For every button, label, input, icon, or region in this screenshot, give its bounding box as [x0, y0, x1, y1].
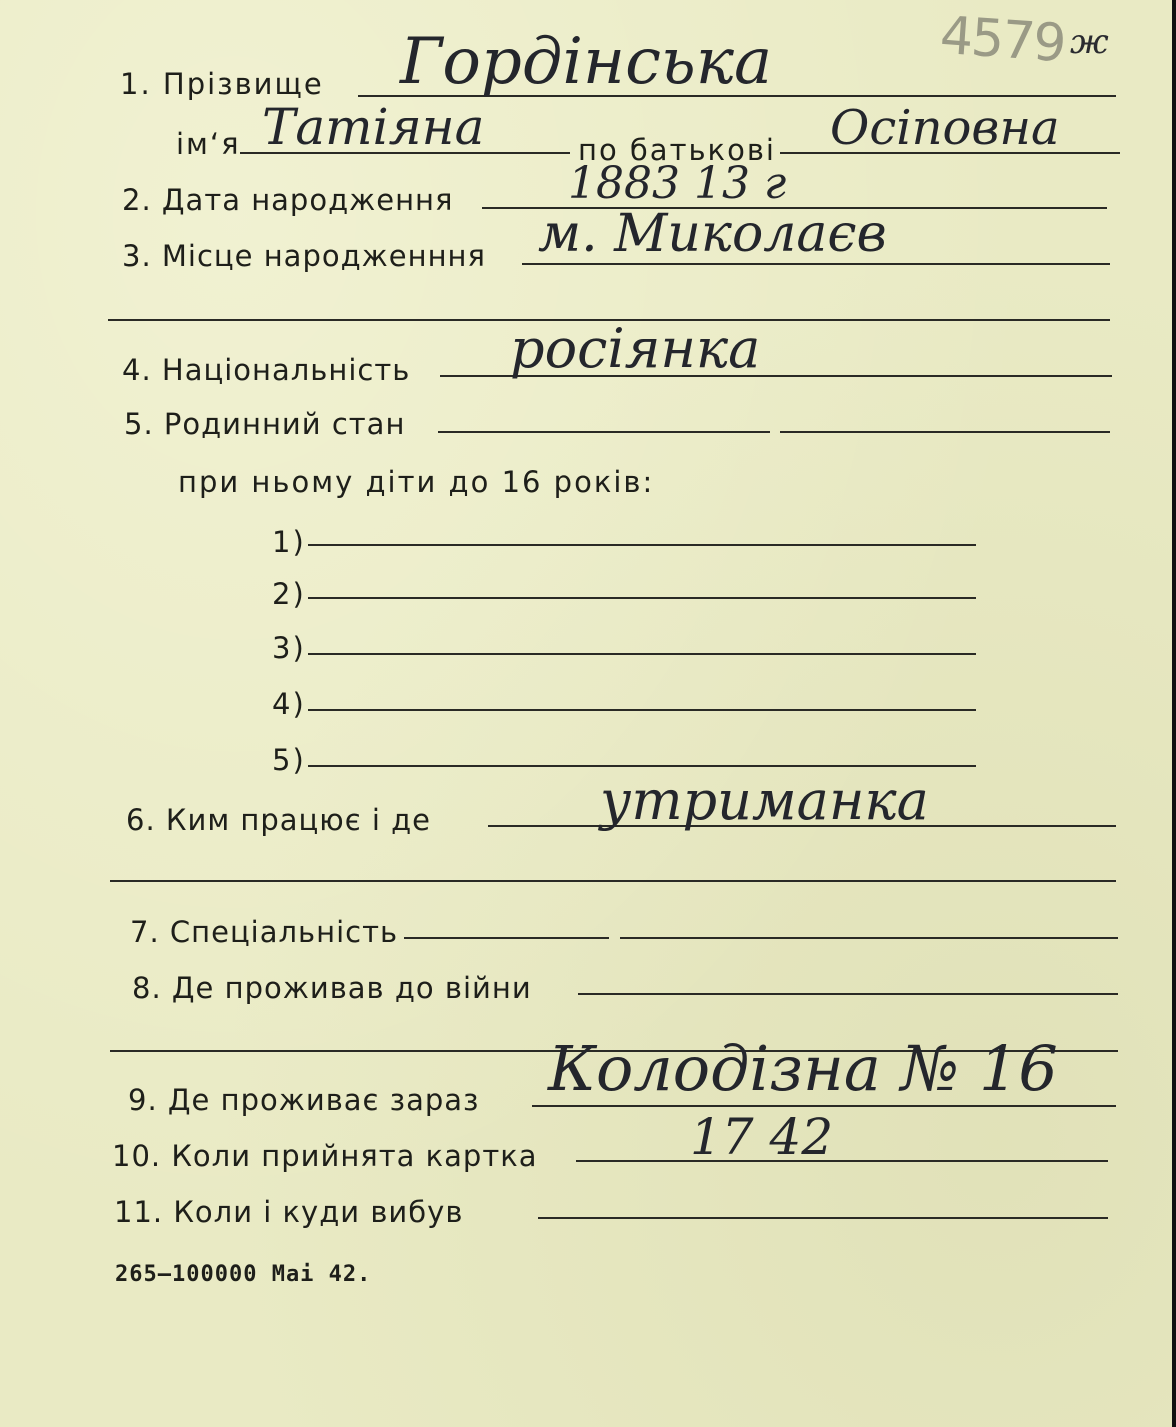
birth-date-value: 1883 13 г [568, 158, 787, 209]
current-residence-line [532, 1105, 1116, 1107]
children-heading: при ньому діти до 16 років: [178, 465, 655, 499]
family-status-label: 5. Родинний стан [124, 407, 406, 441]
departure-label: 11. Коли і куди вибув [114, 1195, 464, 1229]
child-3-line [308, 653, 976, 655]
patronymic-value: Осіповна [830, 100, 1060, 156]
current-residence-value: Колодізна № 16 [548, 1032, 1058, 1105]
first-name-value: Татіяна [262, 98, 485, 156]
card-accepted-value: 17 42 [690, 1108, 834, 1166]
archive-number-suffix: ж [1070, 22, 1109, 62]
nationality-label: 4. Національність [122, 353, 411, 387]
card-accepted-label: 10. Коли прийнята картка [112, 1139, 538, 1173]
occupation-value: утриманка [600, 769, 929, 832]
speciality-line-1 [404, 937, 609, 939]
surname-label: 1. Прізвище [120, 67, 324, 101]
family-status-line-2 [780, 431, 1110, 433]
patronymic-label: по батькові [578, 133, 776, 167]
speciality-label: 7. Спеціальність [130, 915, 399, 949]
card-edge-shadow [1172, 0, 1176, 1427]
child-2-label: 2) [272, 577, 306, 611]
prewar-residence-line [578, 993, 1118, 995]
print-code: 265—100000 Mai 42. [115, 1262, 372, 1287]
child-1-label: 1) [272, 525, 306, 559]
card-accepted-line [576, 1160, 1108, 1162]
child-2-line [308, 597, 976, 599]
child-4-line [308, 709, 976, 711]
first-name-label: ім‘я [176, 127, 241, 161]
prewar-residence-label: 8. Де проживав до війни [132, 971, 532, 1005]
occupation-label: 6. Ким працює і де [126, 803, 432, 837]
birth-place-label: 3. Місце народженння [122, 239, 486, 273]
departure-line [538, 1217, 1108, 1219]
child-1-line [308, 544, 976, 546]
surname-value: Гордінська [400, 25, 773, 99]
child-4-label: 4) [272, 687, 306, 721]
family-status-line-1 [438, 431, 770, 433]
child-5-line [308, 765, 976, 767]
child-5-label: 5) [272, 743, 306, 777]
current-residence-label: 9. Де проживає зараз [128, 1083, 480, 1117]
child-3-label: 3) [272, 631, 306, 665]
birth-date-label: 2. Дата народження [122, 183, 454, 217]
occupation-extra-line [110, 880, 1116, 882]
speciality-line-2 [620, 937, 1118, 939]
birth-place-value: м. Миколаєв [538, 204, 887, 264]
nationality-value: росіянка [510, 317, 761, 380]
archive-number: 4579 [938, 5, 1067, 75]
